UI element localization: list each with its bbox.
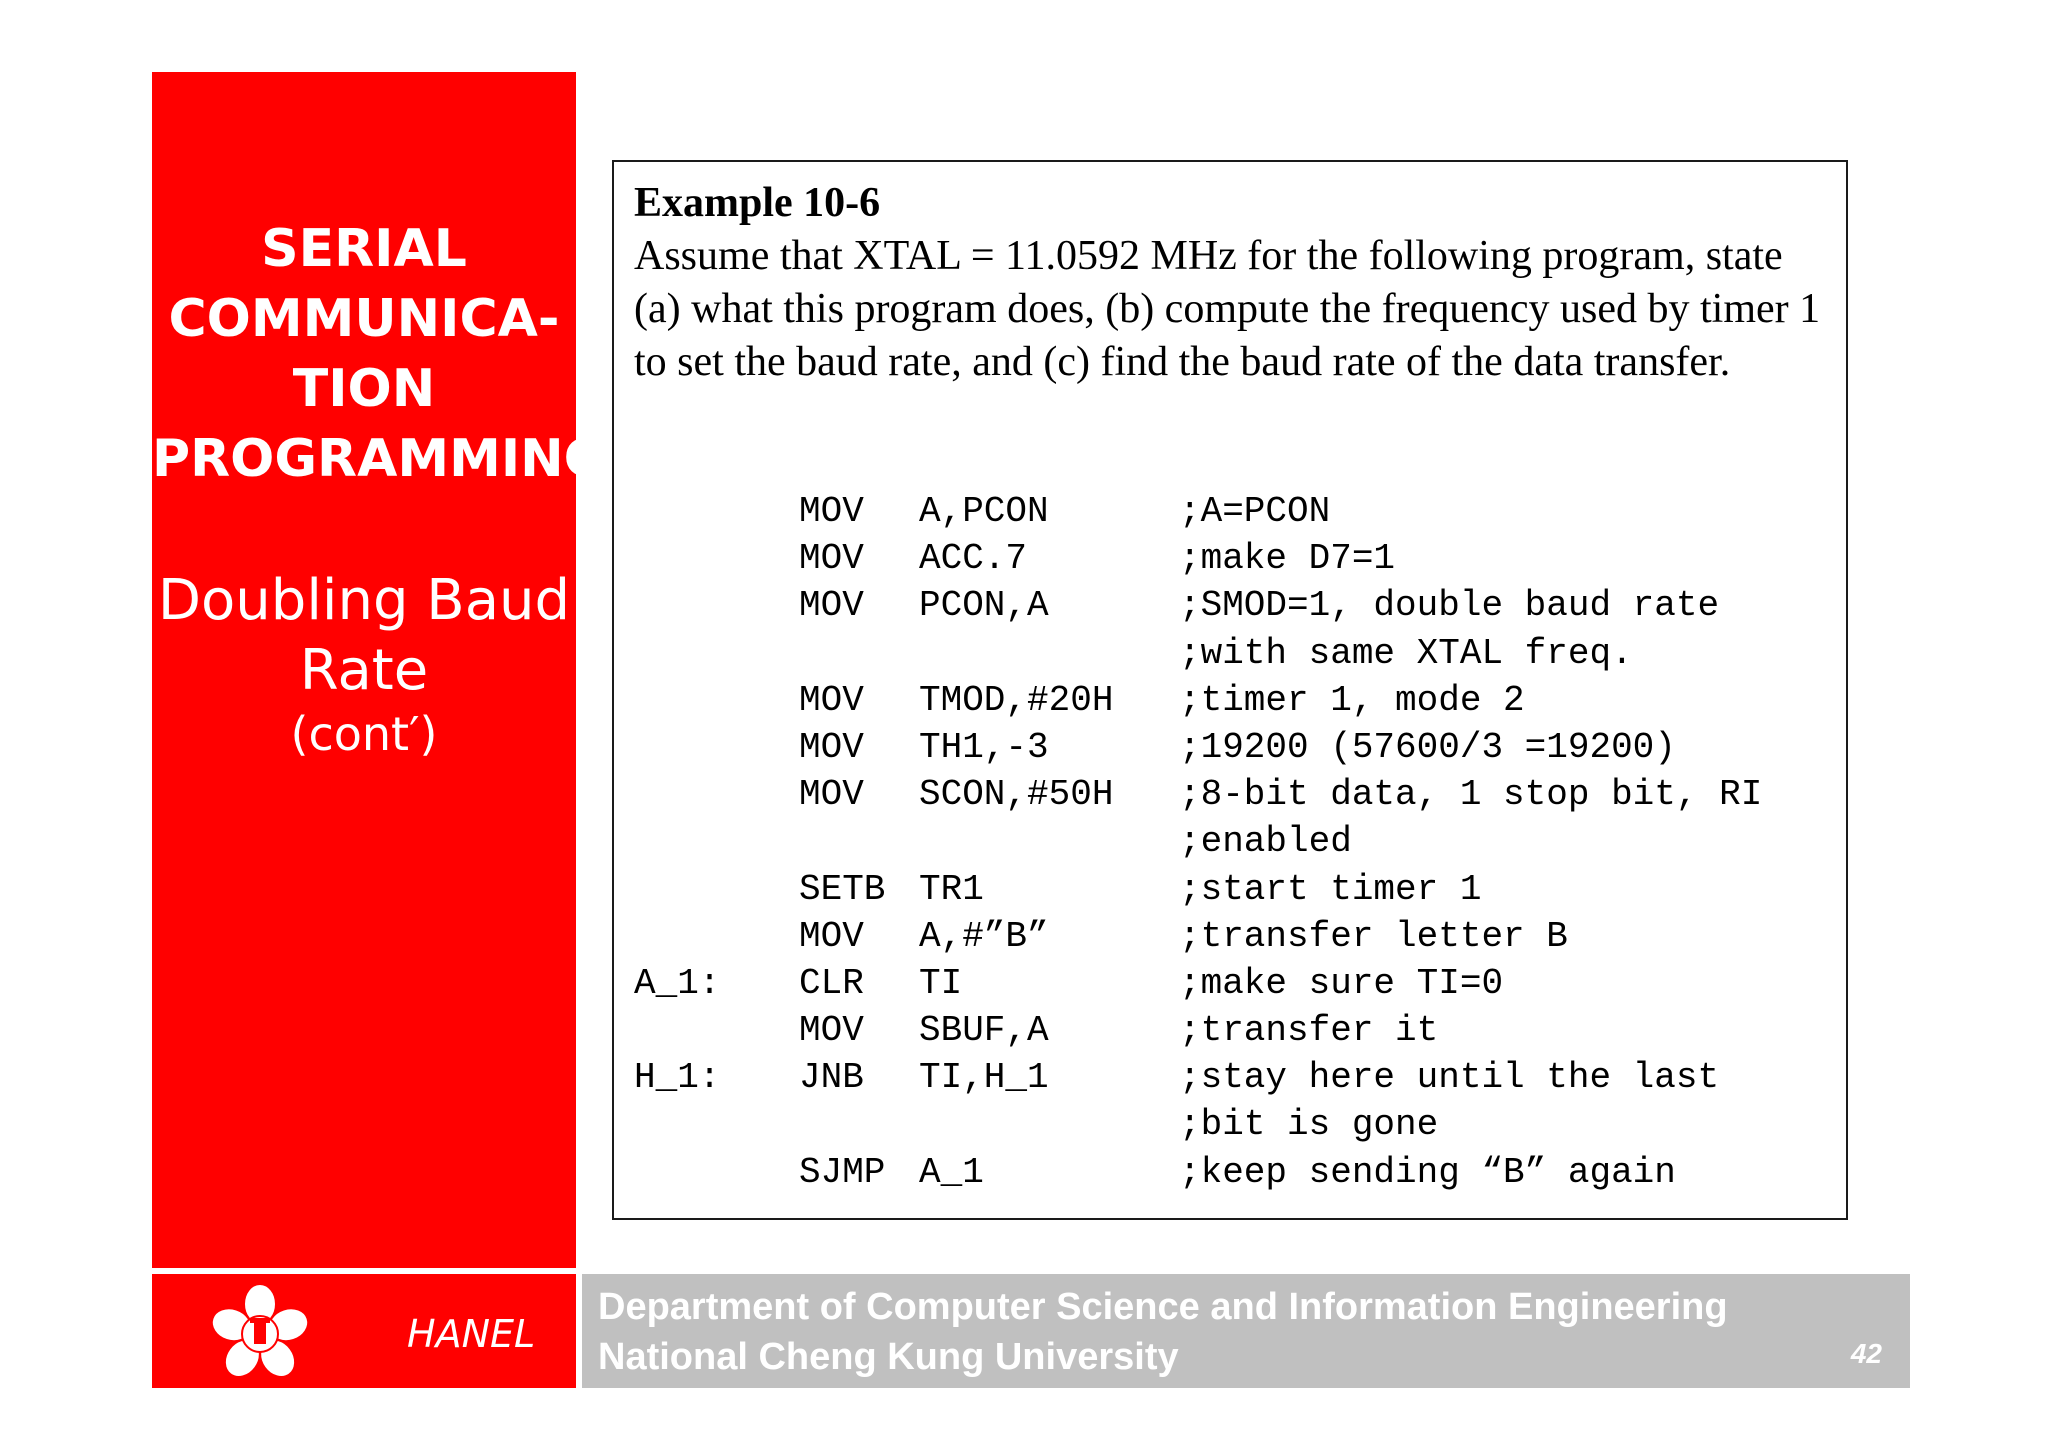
code-comment: ;transfer it	[1179, 1010, 1439, 1052]
code-opcode: MOV	[799, 1010, 864, 1052]
university-emblem-icon	[202, 1282, 318, 1382]
code-label	[634, 1007, 799, 1054]
code-comment: ;make D7=1	[1179, 538, 1396, 580]
footer-affiliation	[598, 1282, 1728, 1382]
code-comment: ;bit is gone	[1179, 1104, 1439, 1146]
footer-right	[582, 1274, 1910, 1388]
code-opcode: MOV	[799, 679, 864, 721]
code-line	[634, 677, 1762, 724]
sidebar-heading	[152, 214, 607, 762]
subsection-title	[152, 566, 576, 762]
section-title-line: COMMUNICA-	[168, 289, 560, 349]
code-label: H_1:	[634, 1057, 721, 1099]
code-line	[634, 771, 1762, 818]
code-operand	[919, 630, 1179, 677]
code-label	[634, 913, 799, 960]
example-box	[612, 160, 1848, 1220]
page-number: 42	[1850, 1338, 1882, 1369]
code-line	[634, 913, 1762, 960]
code-label	[634, 677, 799, 724]
code-operand: A,#”B”	[919, 915, 1049, 957]
code-operand: A,PCON	[919, 491, 1049, 532]
code-opcode	[799, 1101, 919, 1148]
university-name: National Cheng Kung University	[598, 1336, 1179, 1378]
code-label	[634, 582, 799, 629]
code-line	[634, 724, 1762, 771]
code-opcode: MOV	[799, 915, 864, 957]
code-label	[634, 488, 799, 535]
code-operand	[919, 1101, 1179, 1148]
code-label	[634, 1149, 799, 1196]
code-line	[634, 488, 1762, 535]
code-comment: ;make sure TI=0	[1179, 962, 1504, 1004]
code-listing	[634, 488, 1762, 1196]
section-title	[152, 214, 607, 494]
code-opcode: MOV	[799, 726, 864, 768]
code-label	[634, 771, 799, 818]
code-operand: PCON,A	[919, 585, 1049, 627]
code-operand: TI,H_1	[919, 1057, 1049, 1099]
code-comment: ;8-bit data, 1 stop bit, RI	[1179, 774, 1763, 816]
code-label	[634, 535, 799, 582]
code-line	[634, 582, 1762, 629]
code-line	[634, 866, 1762, 913]
code-opcode: SETB	[799, 868, 886, 910]
author-name: HANEL	[407, 1312, 536, 1356]
code-opcode: MOV	[799, 491, 864, 532]
code-comment: ;timer 1, mode 2	[1179, 679, 1525, 721]
code-operand: A_1	[919, 1151, 984, 1193]
code-opcode: SJMP	[799, 1151, 886, 1193]
code-operand: TMOD,#20H	[919, 679, 1114, 721]
code-operand: SBUF,A	[919, 1010, 1049, 1052]
code-comment: ;transfer letter B	[1179, 915, 1568, 957]
subsection-title-line: Doubling Baud	[157, 568, 571, 633]
subsection-title-line: Rate	[299, 638, 429, 703]
code-opcode	[799, 818, 919, 865]
sidebar	[152, 72, 607, 1268]
example-title: Example 10-6	[634, 180, 881, 226]
code-comment: ;keep sending “B” again	[1179, 1151, 1676, 1193]
code-comment: ;enabled	[1179, 821, 1352, 863]
code-operand: TI	[919, 962, 963, 1004]
section-title-line: SERIAL	[261, 219, 467, 279]
code-operand: TR1	[919, 868, 984, 910]
code-label	[634, 630, 799, 677]
code-label	[634, 1101, 799, 1148]
code-opcode: MOV	[799, 538, 864, 580]
code-opcode: CLR	[799, 962, 864, 1004]
code-comment: ;A=PCON	[1179, 491, 1331, 532]
code-line	[634, 630, 1762, 677]
section-title-line: TION	[292, 359, 436, 419]
department-name: Department of Computer Science and Information Engineering	[598, 1286, 1728, 1328]
code-label	[634, 866, 799, 913]
code-opcode: JNB	[799, 1057, 864, 1099]
code-operand: ACC.7	[919, 538, 1028, 580]
code-comment: ;stay here until the last	[1179, 1057, 1720, 1099]
code-comment: ;start timer 1	[1179, 868, 1482, 910]
code-opcode	[799, 630, 919, 677]
code-line	[634, 1007, 1762, 1054]
code-line	[634, 1054, 1762, 1101]
code-operand: SCON,#50H	[919, 774, 1114, 816]
example-description: Assume that XTAL = 11.0592 MHz for the following program, state (a) what this program does, (b) compute the frequency used by timer 1 to set the baud rate, and (c) find the baud rate of the data transfer.	[634, 233, 1821, 385]
footer-left	[152, 1274, 576, 1388]
code-label	[634, 724, 799, 771]
code-operand: TH1,-3	[919, 726, 1049, 768]
code-line	[634, 960, 1762, 1007]
code-line	[634, 1101, 1762, 1148]
code-line	[634, 535, 1762, 582]
code-opcode: MOV	[799, 585, 864, 627]
section-title-line: PROGRAMMING	[152, 429, 607, 489]
code-comment: ;with same XTAL freq.	[1179, 632, 1633, 674]
code-line	[634, 1149, 1762, 1196]
code-operand	[919, 818, 1179, 865]
code-comment: ;19200 (57600/3 =19200)	[1179, 726, 1676, 768]
code-comment: ;SMOD=1, double baud rate	[1179, 585, 1720, 627]
code-label	[634, 818, 799, 865]
subsection-note: (cont′)	[290, 707, 438, 761]
code-label: A_1:	[634, 962, 721, 1004]
code-line	[634, 818, 1762, 865]
code-opcode: MOV	[799, 774, 864, 816]
